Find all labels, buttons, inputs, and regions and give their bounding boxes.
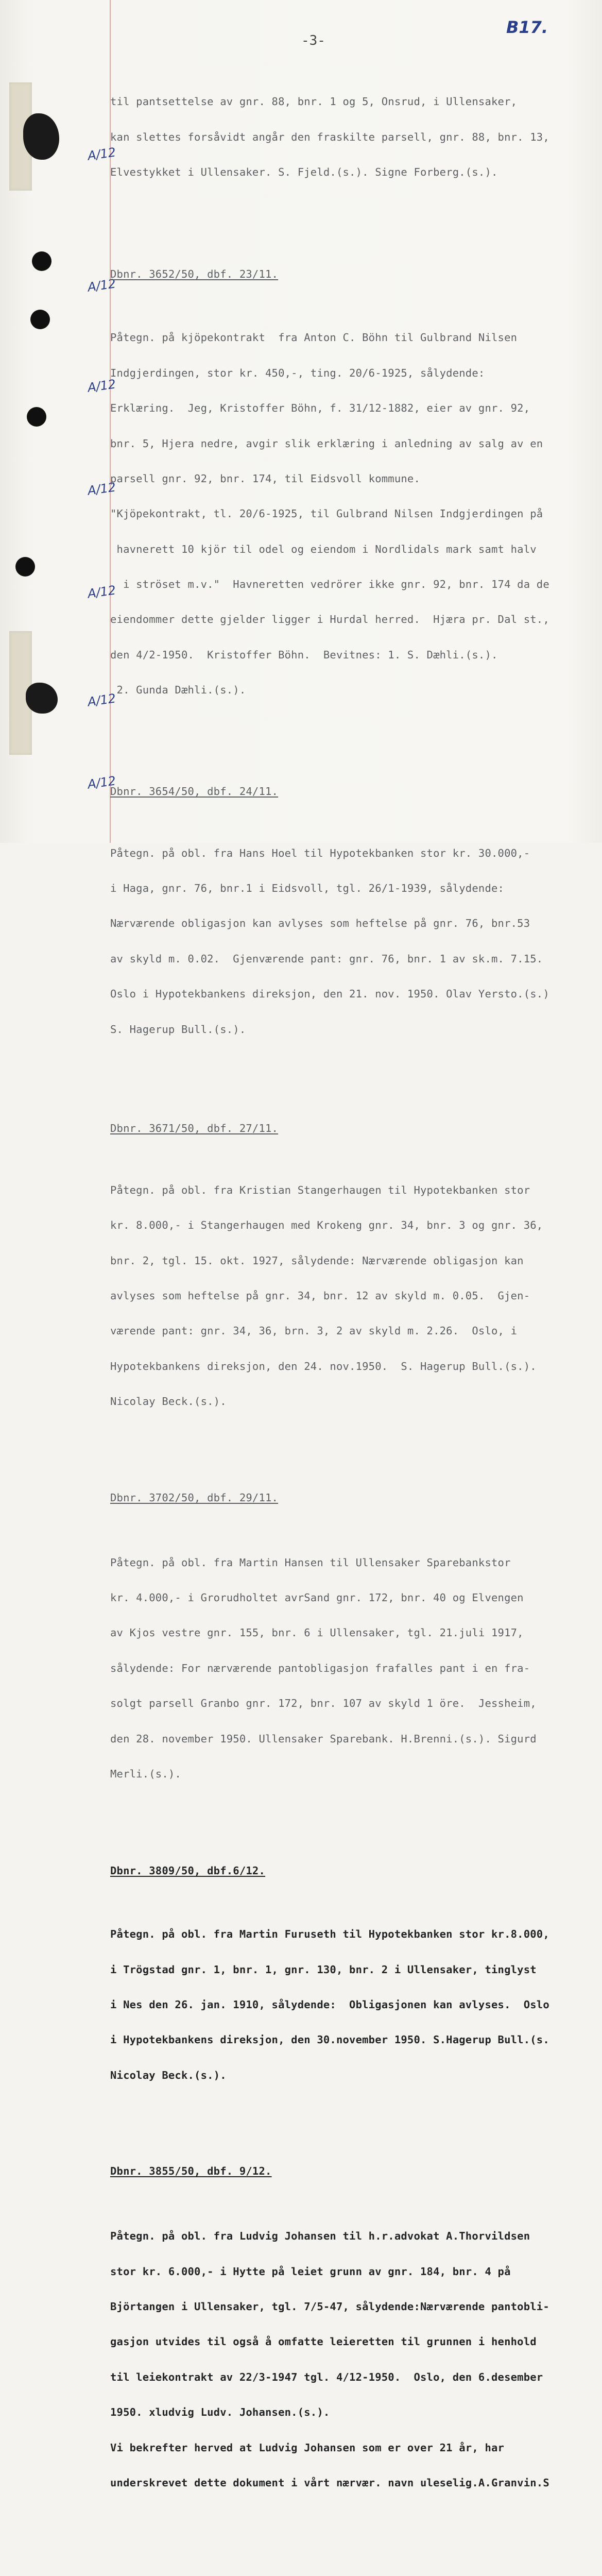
entry-heading: Dbnr. 3809/50, dbf.6/12. <box>110 1865 266 1877</box>
punch-hole-4 <box>15 557 35 577</box>
entry-heading: Dbnr. 3671/50, dbf. 27/11. <box>110 1122 279 1134</box>
entry-heading: Dbnr. 3652/50, dbf. 23/11. <box>110 268 279 281</box>
text-line: Påtegn. på obl. fra Martin Furuseth til Hypotekbanken stor kr.8.000, <box>110 1928 549 1941</box>
text-line: Påtegn. på kjöpekontrakt fra Anton C. Böhn til Gulbrand Nilsen <box>110 331 518 344</box>
entry-heading: Dbnr. 3702/50, dbf. 29/11. <box>110 1491 279 1504</box>
document-body <box>110 49 594 2576</box>
text-line: bnr. 2, tgl. 15. okt. 1927, sålydende: Nærværende obligasjon kan <box>110 1254 524 1267</box>
text-line: gasjon utvides til også å omfatte leieretten til grunnen i henhold <box>110 2335 537 2348</box>
text-line: underskrevet dette dokument i vårt nærvær. navn uleselig.A.Granvin.S <box>110 2476 549 2489</box>
text-line: av skyld m. 0.02. Gjenværende pant: gnr. 76, bnr. 1 av sk.m. 7.15. <box>110 952 543 965</box>
text-line: Nicolay Beck.(s.). <box>110 1395 227 1408</box>
torn-hole-top <box>23 113 59 160</box>
text-line: parsell gnr. 92, bnr. 174, til Eidsvoll kommune. <box>110 472 421 485</box>
text-line: Påtegn. på obl. fra Hans Hoel til Hypotekbanken stor kr. 30.000,- <box>110 846 530 859</box>
text-line: Erklæring. Jeg, Kristoffer Böhn, f. 31/12-1882, eier av gnr. 92, <box>110 402 530 415</box>
text-line: i ströset m.v." Havneretten vedrörer ikke gnr. 92, bnr. 174 da de <box>110 578 549 591</box>
text-line: den 28. november 1950. Ullensaker Sparebank. H.Brenni.(s.). Sigurd <box>110 1732 537 1745</box>
text-line: 2. Gunda Dæhli.(s.). <box>110 684 246 697</box>
margin-mark: A/12 <box>87 145 117 163</box>
text-line: Björtangen i Ullensaker, tgl. 7/5-47, sålydende:Nærværende pantobli- <box>110 2300 549 2313</box>
text-line: stor kr. 6.000,- i Hytte på leiet grunn av gnr. 184, bnr. 4 på <box>110 2265 511 2278</box>
text-line: Nærværende obligasjon kan avlyses som heftelse på gnr. 76, bnr.53 <box>110 917 530 930</box>
text-line: Påtegn. på obl. fra Ludvig Johansen til h.r.advokat A.Thorvildsen <box>110 2230 530 2243</box>
text-line: 1950. xludvig Ludv. Johansen.(s.). <box>110 2406 330 2419</box>
entry-3873 <box>110 2554 594 2576</box>
entry-heading: Dbnr. 3654/50, dbf. 24/11. <box>110 785 279 798</box>
text-line: avlyses som heftelse på gnr. 34, bnr. 12 av skyld m. 0.05. Gjen- <box>110 1290 530 1302</box>
text-line: Elvestykket i Ullensaker. S. Fjeld.(s.). Signe Forberg.(s.). <box>110 165 498 178</box>
text-line: Påtegn. på obl. fra Martin Hansen til Ullensaker Sparebankstor <box>110 1556 511 1569</box>
text-line: Hypotekbankens direksjon, den 24. nov.1950. S. Hagerup Bull.(s.). <box>110 1360 537 1372</box>
text-line: sålydende: For nærværende pantobligasjon frafalles pant i en fra- <box>110 1662 530 1674</box>
text-line: Vi bekrefter herved at Ludvig Johansen som er over 21 år, har <box>110 2441 505 2454</box>
intro-paragraph <box>110 73 594 202</box>
margin-mark: A/12 <box>87 773 117 792</box>
archive-reference: B17. <box>506 18 548 37</box>
margin-mark: A/12 <box>87 480 117 498</box>
text-line: kr. 4.000,- i Grorudholtet avrSand gnr. 172, bnr. 40 og Elvengen <box>110 1591 524 1604</box>
text-line: Indgjerdingen, stor kr. 450,-, ting. 20/6-1925, sålydende: <box>110 366 485 379</box>
text-line: eiendommer dette gjelder ligger i Hurdal herred. Hjæra pr. Dal st., <box>110 613 549 626</box>
punch-hole-1 <box>32 251 51 271</box>
text-line: kan slettes forsåvidt angår den fraskilte parsell, gnr. 88, bnr. 13, <box>110 130 549 143</box>
text-line: værende pant: gnr. 34, 36, brn. 3, 2 av skyld m. 2.26. Oslo, i <box>110 1325 518 1337</box>
text-line: bnr. 5, Hjera nedre, avgir slik erklæring i anledning av salg av en <box>110 437 543 450</box>
text-line: til pantsettelse av gnr. 88, bnr. 1 og 5, Onsrud, i Ullensaker, <box>110 95 518 108</box>
margin-mark: A/12 <box>87 276 117 295</box>
text-line: av Kjos vestre gnr. 155, bnr. 6 i Ullensaker, tgl. 21.juli 1917, <box>110 1626 524 1639</box>
punch-hole-3 <box>27 407 46 427</box>
text-line: "Kjöpekontrakt, tl. 20/6-1925, til Gulbrand Nilsen Indgjerdingen på <box>110 507 543 520</box>
text-line: i Haga, gnr. 76, bnr.1 i Eidsvoll, tgl. 26/1-1939, sålydende: <box>110 882 505 894</box>
text-line: havnerett 10 kjör til odel og eiendom i Nordlidals mark samt halv <box>110 543 537 555</box>
text-line: til leiekontrakt av 22/3-1947 tgl. 4/12-1950. Oslo, den 6.desember <box>110 2370 543 2383</box>
text-line: den 4/2-1950. Kristoffer Böhn. Bevitnes: 1. S. Dæhli.(s.). <box>110 648 498 661</box>
text-line: kr. 8.000,- i Stangerhaugen med Krokeng gnr. 34, bnr. 3 og gnr. 36, <box>110 1219 543 1232</box>
entry-3652 <box>110 245 594 720</box>
entry-heading: Dbnr. 3855/50, dbf. 9/12. <box>110 2165 272 2178</box>
margin-mark: A/12 <box>87 583 117 601</box>
text-line: S. Hagerup Bull.(s.). <box>110 1023 246 1036</box>
text-line: Oslo i Hypotekbankens direksjon, den 21. nov. 1950. Olav Yersto.(s.) <box>110 988 549 1001</box>
entry-3671 <box>110 1099 594 1431</box>
margin-mark: A/12 <box>87 691 117 709</box>
text-line: i Hypotekbankens direksjon, den 30.november 1950. S.Hagerup Bull.(s. <box>110 2033 549 2046</box>
entry-3809 <box>110 1842 594 2105</box>
entry-3855 <box>110 2142 594 2513</box>
torn-hole-bottom <box>26 683 58 714</box>
entry-3702 <box>110 1468 594 1803</box>
text-line: Påtegn. på obl. fra Kristian Stangerhaugen til Hypotekbanken stor <box>110 1183 530 1196</box>
margin-mark: A/12 <box>87 377 117 395</box>
page-number: -3- <box>301 33 325 48</box>
text-line: Merli.(s.). <box>110 1767 181 1780</box>
text-line: i Nes den 26. jan. 1910, sålydende: Obligasjonen kan avlyses. Oslo <box>110 1998 549 2011</box>
punch-hole-2 <box>30 310 50 329</box>
text-line: Nicolay Beck.(s.). <box>110 2069 227 2081</box>
text-line: solgt parsell Granbo gnr. 172, bnr. 107 av skyld 1 öre. Jessheim, <box>110 1697 537 1710</box>
entry-3654 <box>110 762 594 1059</box>
text-line: i Trögstad gnr. 1, bnr. 1, gnr. 130, bnr. 2 i Ullensaker, tinglyst <box>110 1963 537 1976</box>
